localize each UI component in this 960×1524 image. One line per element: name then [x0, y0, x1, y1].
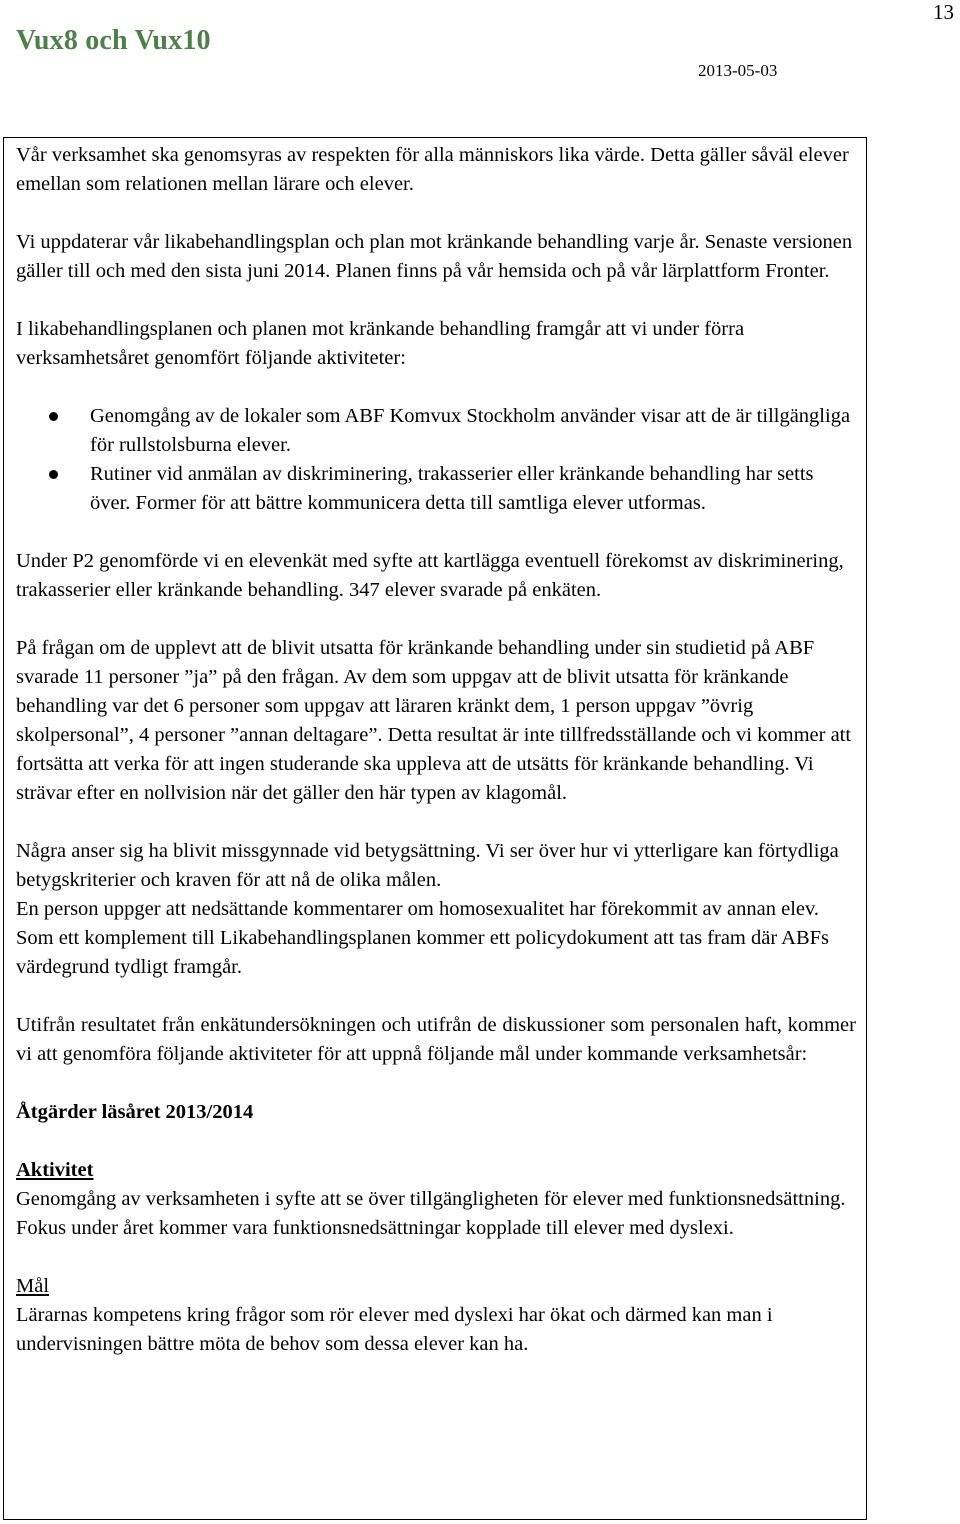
paragraph-activities-intro: I likabehandlingsplanen och planen mot kränkande behandling framgår att vi under förra verksamhetsåret genomfört följande aktiviteter: [16, 318, 745, 369]
page-number: 13 [933, 0, 954, 24]
paragraph-planned-activities: Utifrån resultatet från enkätundersökningen och utifrån de diskussioner som personalen haft, kommer vi att genomföra följande aktiviteter för att uppnå följande mål under kommande verksamhetsår: [16, 1014, 856, 1065]
paragraph-policy: En person uppger att nedsättande kommentarer om homosexualitet har förekommit av annan elev. Som ett komplement till Likabehandlingsplanen kommer ett policydokument att tas fram där ABFs värdegrund tydligt framgår. [16, 898, 830, 978]
bullet-icon [49, 470, 58, 479]
document-date: 2013-05-03 [698, 61, 778, 80]
list-item-text: Rutiner vid anmälan av diskriminering, trakasserier eller kränkande behandling har setts över. Former för att bättre kommunicera detta till samtliga elever utformas. [90, 463, 814, 514]
document-title: Vux8 och Vux10 [16, 25, 211, 56]
activity-text: Genomgång av verksamheten i syfte att se över tillgängligheten för elever med funktionsnedsättning. Fokus under året kommer vara funktionsnedsättningar kopplade till elever med dyslexi. [16, 1188, 846, 1239]
activities-list [16, 402, 856, 518]
goal-text: Lärarnas kompetens kring frågor som rör elever med dyslexi har ökat och därmed kan man i undervisningen bättre möta de behov som dessa elever kan ha. [16, 1304, 773, 1355]
bullet-icon [49, 412, 58, 421]
list-item [16, 402, 856, 460]
list-item [16, 460, 856, 518]
activity-heading: Aktivitet [16, 1159, 94, 1181]
list-item-text: Genomgång av de lokaler som ABF Komvux Stockholm använder visar att de är tillgängliga för rullstolsburna elever. [90, 405, 851, 456]
paragraph-values: Vår verksamhet ska genomsyras av respekten för alla människors lika värde. Detta gäller såväl elever emellan som relationen mellan lärare och elever. [16, 144, 849, 195]
paragraph-survey-results: På frågan om de upplevt att de blivit utsatta för kränkande behandling under sin studietid på ABF svarade 11 personer ”ja” på den frågan. Av dem som uppgav att de blivit utsatta för kränkande behandling var det 6 personer som uppgav att läraren kränkt dem, 1 person uppgav ”övrig skolpersonal”, 4 personer ”annan deltagare”. Detta resultat är inte tillfredsställande och vi kommer att fortsätta att verka för att ingen studerande ska uppleva att de utsätts för kränkande behandling. Vi strävar efter en nollvision när det gäller den här typen av klagomål. [16, 637, 852, 804]
paragraph-plan-update: Vi uppdaterar vår likabehandlingsplan och plan mot kränkande behandling varje år. Senaste versionen gäller till och med den sista juni 2014. Planen finns på vår hemsida och på vår lärplattform Fronter. [16, 231, 853, 282]
measures-heading: Åtgärder läsåret 2013/2014 [16, 1101, 254, 1123]
paragraph-survey: Under P2 genomförde vi en elevenkät med syfte att kartlägga eventuell förekomst av diskriminering, trakasserier eller kränkande behandling. 347 elever svarade på enkäten. [16, 550, 844, 601]
goal-heading: Mål [16, 1275, 50, 1297]
paragraph-grading: Några anser sig ha blivit missgynnade vid betygsättning. Vi ser över hur vi ytterligare kan förtydliga betygskriterier och kraven för att nå de olika målen. [16, 840, 839, 891]
content-box [3, 137, 867, 1520]
